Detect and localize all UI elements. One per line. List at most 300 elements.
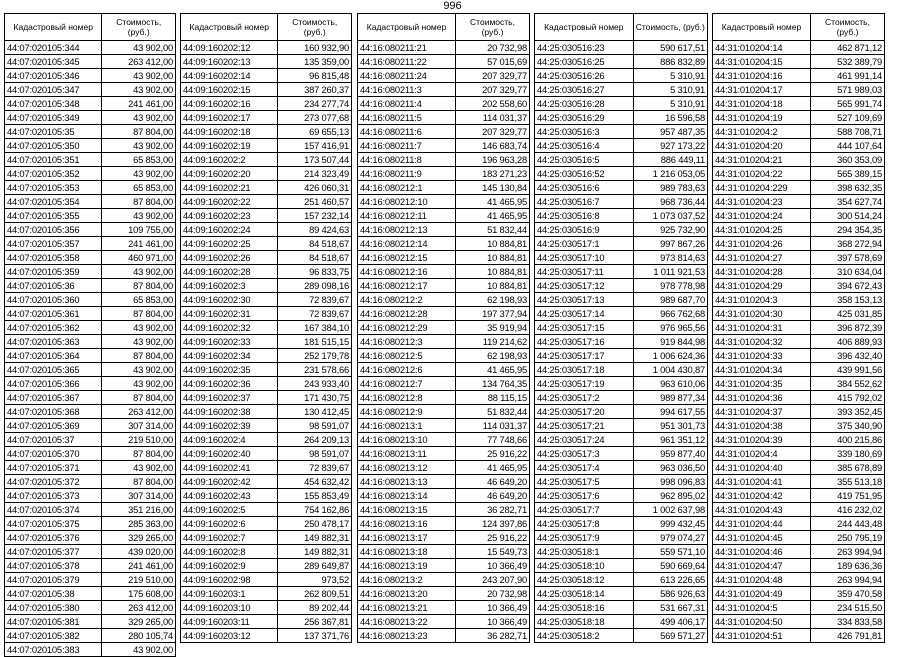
cadastral-number-cell: 44:25:030516:6 (535, 181, 634, 195)
cadastral-number-cell: 44:25:030517:13 (535, 293, 634, 307)
table-row (5, 643, 176, 657)
table-row (358, 587, 530, 601)
cost-cell: 963 036,50 (633, 461, 707, 475)
cost-cell: 207 329,77 (456, 69, 530, 83)
cost-cell: 84 518,67 (278, 237, 352, 251)
cadastral-number-cell: 44:16:080212:11 (358, 209, 456, 223)
cadastral-number-cell: 44:16:080212:9 (358, 405, 456, 419)
cost-cell: 961 351,12 (633, 433, 707, 447)
table-row (358, 349, 530, 363)
table-row (535, 125, 708, 139)
table-row (5, 41, 176, 55)
table-row (5, 153, 176, 167)
cadastral-number-cell: 44:31:010204:38 (713, 419, 811, 433)
cadastral-number-cell: 44:31:010204:45 (713, 531, 811, 545)
cadastral-number-cell: 44:16:080212:28 (358, 307, 456, 321)
cadastral-number-cell: 44:09:160202:42 (181, 475, 278, 489)
cadastral-number-cell: 44:07:020105:344 (5, 41, 102, 55)
cost-cell: 5 310,91 (633, 69, 707, 83)
cost-header: Стоимость, (руб.) (633, 14, 707, 41)
cost-cell: 289 098,16 (278, 279, 352, 293)
cadastral-number-cell: 44:16:080212:1 (358, 181, 456, 195)
cost-cell: 43 902,00 (102, 41, 176, 55)
table-row (181, 601, 352, 615)
cost-cell: 5 310,91 (633, 83, 707, 97)
cost-cell: 565 991,74 (811, 97, 885, 111)
cadastral-number-cell: 44:07:020105:380 (5, 601, 102, 615)
table-row (713, 111, 885, 125)
table-row (713, 363, 885, 377)
cadastral-number-cell: 44:25:030518:2 (535, 629, 634, 643)
table-row (713, 377, 885, 391)
cadastral-number-cell: 44:31:010204:33 (713, 349, 811, 363)
cadastral-number-cell: 44:25:030517:8 (535, 517, 634, 531)
cost-cell: 20 732,98 (456, 587, 530, 601)
cadastral-number-cell: 44:16:080212:15 (358, 251, 456, 265)
cadastral-number-cell: 44:31:010204:48 (713, 573, 811, 587)
table-row (535, 223, 708, 237)
cadastral-number-cell: 44:25:030517:24 (535, 433, 634, 447)
cost-cell: 263 412,00 (102, 601, 176, 615)
table-row (5, 237, 176, 251)
cost-cell: 368 272,94 (811, 237, 885, 251)
cadastral-number-cell: 44:25:030517:20 (535, 405, 634, 419)
table-row (181, 503, 352, 517)
cadastral-number-cell: 44:16:080212:8 (358, 391, 456, 405)
cost-cell: 262 809,51 (278, 587, 352, 601)
cadastral-number-cell: 44:09:160202:98 (181, 573, 278, 587)
cadastral-number-header: Кадастровый номер (5, 14, 102, 41)
table-row (5, 279, 176, 293)
cadastral-number-cell: 44:31:010204:51 (713, 629, 811, 643)
cadastral-number-cell: 44:16:080212:10 (358, 195, 456, 209)
cadastral-number-cell: 44:09:160202:43 (181, 489, 278, 503)
table-row (535, 139, 708, 153)
cadastral-number-cell: 44:09:160202:19 (181, 139, 278, 153)
table-row (535, 55, 708, 69)
table-row (535, 251, 708, 265)
table-row (5, 419, 176, 433)
cost-cell: 461 991,14 (811, 69, 885, 83)
cost-cell: 426 060,31 (278, 181, 352, 195)
table-row (358, 615, 530, 629)
cadastral-number-cell: 44:16:080213:12 (358, 461, 456, 475)
cost-cell: 16 596,58 (633, 111, 707, 125)
cost-header: Стоимость, (руб.) (102, 14, 176, 41)
cost-cell: 145 130,84 (456, 181, 530, 195)
cost-cell: 5 310,91 (633, 97, 707, 111)
cost-cell: 119 214,62 (456, 335, 530, 349)
cadastral-number-cell: 44:07:020105:376 (5, 531, 102, 545)
cadastral-number-cell: 44:09:160203:1 (181, 587, 278, 601)
cost-cell: 886 832,89 (633, 55, 707, 69)
cost-cell: 202 558,60 (456, 97, 530, 111)
cost-cell: 149 882,31 (278, 531, 352, 545)
cadastral-number-cell: 44:09:160202:21 (181, 181, 278, 195)
cadastral-number-cell: 44:07:020105:355 (5, 209, 102, 223)
cadastral-number-cell: 44:09:160202:9 (181, 559, 278, 573)
cadastral-number-cell: 44:16:080213:14 (358, 489, 456, 503)
cost-cell: 527 109,69 (811, 111, 885, 125)
cadastral-number-cell: 44:31:010204:39 (713, 433, 811, 447)
cost-cell: 43 902,00 (102, 321, 176, 335)
table-row (713, 447, 885, 461)
cost-cell: 963 610,06 (633, 377, 707, 391)
cadastral-number-cell: 44:07:020105:363 (5, 335, 102, 349)
cost-cell: 207 329,77 (456, 83, 530, 97)
cadastral-number-cell: 44:25:030516:8 (535, 209, 634, 223)
cost-cell: 241 461,00 (102, 97, 176, 111)
table-row (5, 167, 176, 181)
cost-cell: 251 460,57 (278, 195, 352, 209)
table-row (535, 405, 708, 419)
cadastral-number-cell: 44:31:010204:16 (713, 69, 811, 83)
cost-cell: 149 882,31 (278, 545, 352, 559)
cadastral-number-cell: 44:31:010204:40 (713, 461, 811, 475)
cost-cell: 173 507,44 (278, 153, 352, 167)
table-row (5, 405, 176, 419)
table-row (5, 601, 176, 615)
cost-cell: 41 465,95 (456, 195, 530, 209)
table-row (181, 587, 352, 601)
cost-cell: 1 006 624,36 (633, 349, 707, 363)
table-row (181, 55, 352, 69)
table-row (358, 335, 530, 349)
cadastral-number-cell: 44:31:010204:43 (713, 503, 811, 517)
table-row (5, 69, 176, 83)
table-row (181, 139, 352, 153)
cost-cell: 886 449,11 (633, 153, 707, 167)
table-row (358, 181, 530, 195)
cost-cell: 280 105,74 (102, 629, 176, 643)
table-row (5, 97, 176, 111)
table-row (5, 181, 176, 195)
cadastral-number-cell: 44:09:160202:8 (181, 545, 278, 559)
cadastral-number-cell: 44:16:080212:7 (358, 377, 456, 391)
cadastral-number-cell: 44:07:020105:367 (5, 391, 102, 405)
cadastral-number-cell: 44:31:010204:17 (713, 83, 811, 97)
table-row (358, 223, 530, 237)
table-row (358, 209, 530, 223)
cost-cell: 130 412,45 (278, 405, 352, 419)
cadastral-number-cell: 44:16:080212:29 (358, 321, 456, 335)
cost-cell: 241 461,00 (102, 559, 176, 573)
cost-cell: 181 515,15 (278, 335, 352, 349)
cost-cell: 400 215,86 (811, 433, 885, 447)
table-row (5, 559, 176, 573)
table-row (535, 629, 708, 643)
cost-cell: 300 514,24 (811, 209, 885, 223)
table-row (713, 531, 885, 545)
cost-cell: 385 678,89 (811, 461, 885, 475)
table-row (181, 251, 352, 265)
table-row (358, 125, 530, 139)
cadastral-number-cell: 44:31:010204:50 (713, 615, 811, 629)
table-header-row (358, 14, 530, 41)
cadastral-number-cell: 44:09:160202:32 (181, 321, 278, 335)
table-row (535, 601, 708, 615)
cost-cell: 989 877,34 (633, 391, 707, 405)
cost-cell: 36 282,71 (456, 503, 530, 517)
cadastral-number-cell: 44:09:160202:24 (181, 223, 278, 237)
table-row (535, 433, 708, 447)
cost-cell: 25 916,22 (456, 447, 530, 461)
table-row (358, 237, 530, 251)
cadastral-number-cell: 44:31:010204:35 (713, 377, 811, 391)
cadastral-number-cell: 44:31:010204:22 (713, 167, 811, 181)
cost-cell: 43 902,00 (102, 461, 176, 475)
cadastral-number-cell: 44:07:020105:345 (5, 55, 102, 69)
table-row (181, 405, 352, 419)
table-row (535, 293, 708, 307)
cost-cell: 25 916,22 (456, 531, 530, 545)
cadastral-number-cell: 44:25:030517:6 (535, 489, 634, 503)
table-row (181, 111, 352, 125)
cost-cell: 273 077,68 (278, 111, 352, 125)
table-row (713, 335, 885, 349)
table-row (181, 475, 352, 489)
table-row (713, 349, 885, 363)
table-row (535, 475, 708, 489)
cadastral-number-cell: 44:31:010204:3 (713, 293, 811, 307)
cost-cell: 1 216 053,05 (633, 167, 707, 181)
cost-cell: 77 748,66 (456, 433, 530, 447)
cost-cell: 978 778,98 (633, 279, 707, 293)
cadastral-number-cell: 44:09:160202:36 (181, 377, 278, 391)
table-row (535, 391, 708, 405)
table-row (181, 545, 352, 559)
cost-table-2 (180, 13, 352, 643)
table-row (5, 349, 176, 363)
table-row (181, 97, 352, 111)
cost-cell: 384 552,62 (811, 377, 885, 391)
cadastral-number-cell: 44:16:080211:5 (358, 111, 456, 125)
cost-cell: 307 314,00 (102, 489, 176, 503)
cadastral-number-cell: 44:31:010204:46 (713, 545, 811, 559)
table-row (535, 349, 708, 363)
table-row (181, 153, 352, 167)
cadastral-number-header: Кадастровый номер (535, 14, 634, 41)
table-row (535, 69, 708, 83)
cost-cell: 973 814,63 (633, 251, 707, 265)
cost-cell: 207 329,77 (456, 125, 530, 139)
cost-cell: 565 389,15 (811, 167, 885, 181)
cost-cell: 87 804,00 (102, 307, 176, 321)
table-row (181, 307, 352, 321)
cadastral-number-cell: 44:31:010204:21 (713, 153, 811, 167)
table-row (358, 307, 530, 321)
cost-cell: 157 232,14 (278, 209, 352, 223)
cost-cell: 10 884,81 (456, 279, 530, 293)
cost-cell: 444 107,64 (811, 139, 885, 153)
cost-cell: 89 202,44 (278, 601, 352, 615)
cadastral-number-cell: 44:16:080211:22 (358, 55, 456, 69)
cadastral-number-cell: 44:25:030517:15 (535, 321, 634, 335)
cadastral-number-cell: 44:31:010204:4 (713, 447, 811, 461)
table-row (5, 461, 176, 475)
cadastral-number-cell: 44:31:010204:28 (713, 265, 811, 279)
cost-cell: 41 465,95 (456, 209, 530, 223)
cost-cell: 586 926,63 (633, 587, 707, 601)
cost-cell: 559 571,10 (633, 545, 707, 559)
cadastral-number-cell: 44:16:080213:17 (358, 531, 456, 545)
cost-cell: 196 963,28 (456, 153, 530, 167)
table-row (535, 307, 708, 321)
cadastral-number-cell: 44:09:160202:12 (181, 41, 278, 55)
cost-cell: 334 833,58 (811, 615, 885, 629)
cadastral-number-cell: 44:07:020105:346 (5, 69, 102, 83)
table-row (181, 279, 352, 293)
cadastral-number-cell: 44:16:080212:17 (358, 279, 456, 293)
cost-cell: 329 265,00 (102, 531, 176, 545)
cadastral-number-cell: 44:25:030518:16 (535, 601, 634, 615)
cost-cell: 15 549,73 (456, 545, 530, 559)
table-header-row (181, 14, 352, 41)
cost-cell: 397 578,69 (811, 251, 885, 265)
cost-cell: 263 412,00 (102, 55, 176, 69)
cost-cell: 10 884,81 (456, 237, 530, 251)
cadastral-number-cell: 44:31:010204:19 (713, 111, 811, 125)
cost-cell: 531 667,31 (633, 601, 707, 615)
table-row (535, 503, 708, 517)
table-row (713, 41, 885, 55)
table-row (713, 125, 885, 139)
cadastral-number-cell: 44:16:080213:20 (358, 587, 456, 601)
cadastral-number-cell: 44:07:020105:366 (5, 377, 102, 391)
table-row (535, 153, 708, 167)
cost-cell: 46 649,20 (456, 475, 530, 489)
cost-table-3 (357, 13, 530, 643)
cadastral-number-cell: 44:09:160202:5 (181, 503, 278, 517)
cost-cell: 72 839,67 (278, 461, 352, 475)
cadastral-number-cell: 44:25:030517:18 (535, 363, 634, 377)
cost-cell: 394 672,43 (811, 279, 885, 293)
cadastral-number-cell: 44:07:020105:365 (5, 363, 102, 377)
cost-cell: 72 839,67 (278, 307, 352, 321)
cost-cell: 10 366,49 (456, 559, 530, 573)
cadastral-number-cell: 44:31:010204:14 (713, 41, 811, 55)
cadastral-number-cell: 44:16:080213:1 (358, 419, 456, 433)
cost-cell: 146 683,74 (456, 139, 530, 153)
cost-cell: 439 020,00 (102, 545, 176, 559)
table-row (713, 55, 885, 69)
cost-cell: 84 518,67 (278, 251, 352, 265)
cadastral-number-cell: 44:09:160202:6 (181, 517, 278, 531)
cost-cell: 175 608,00 (102, 587, 176, 601)
table-row (358, 321, 530, 335)
table-row (358, 265, 530, 279)
cadastral-number-cell: 44:31:010204:2 (713, 125, 811, 139)
cost-cell: 339 180,69 (811, 447, 885, 461)
cost-cell: 250 795,19 (811, 531, 885, 545)
cadastral-number-cell: 44:16:080213:19 (358, 559, 456, 573)
cadastral-number-cell: 44:07:020105:348 (5, 97, 102, 111)
page-number: 996 (443, 0, 462, 12)
cadastral-number-cell: 44:09:160202:20 (181, 167, 278, 181)
cadastral-number-cell: 44:25:030516:7 (535, 195, 634, 209)
cadastral-number-cell: 44:25:030517:7 (535, 503, 634, 517)
table-row (713, 587, 885, 601)
cadastral-number-cell: 44:31:010204:26 (713, 237, 811, 251)
cost-cell: 256 367,81 (278, 615, 352, 629)
cost-cell: 244 443,48 (811, 517, 885, 531)
table-row (713, 293, 885, 307)
cost-table-5 (712, 13, 885, 643)
cadastral-number-cell: 44:31:010204:229 (713, 181, 811, 195)
table-row (5, 503, 176, 517)
cost-cell: 999 432,45 (633, 517, 707, 531)
table-row (535, 321, 708, 335)
cadastral-number-cell: 44:07:020105:350 (5, 139, 102, 153)
cadastral-number-cell: 44:31:010204:49 (713, 587, 811, 601)
table-row (181, 489, 352, 503)
cadastral-number-cell: 44:09:160202:38 (181, 405, 278, 419)
cadastral-number-cell: 44:07:020105:373 (5, 489, 102, 503)
table-row (5, 139, 176, 153)
cadastral-number-cell: 44:09:160202:16 (181, 97, 278, 111)
cost-cell: 569 571,27 (633, 629, 707, 643)
table-row (713, 153, 885, 167)
cost-cell: 979 074,27 (633, 531, 707, 545)
cost-cell: 358 153,13 (811, 293, 885, 307)
table-row (181, 237, 352, 251)
table-row (535, 377, 708, 391)
table-row (5, 293, 176, 307)
cadastral-number-cell: 44:25:030517:1 (535, 237, 634, 251)
table-row (5, 475, 176, 489)
cadastral-number-cell: 44:25:030517:21 (535, 419, 634, 433)
cadastral-number-cell: 44:09:160203:12 (181, 629, 278, 643)
table-row (535, 97, 708, 111)
cost-table-4 (534, 13, 708, 643)
table-row (713, 209, 885, 223)
cadastral-number-cell: 44:07:020105:354 (5, 195, 102, 209)
table-row (358, 153, 530, 167)
cost-cell: 927 173,22 (633, 139, 707, 153)
cost-cell: 959 877,40 (633, 447, 707, 461)
cadastral-number-cell: 44:07:020105:347 (5, 83, 102, 97)
cadastral-number-cell: 44:07:020105:358 (5, 251, 102, 265)
table-row (713, 167, 885, 181)
cost-cell: 87 804,00 (102, 447, 176, 461)
cost-cell: 590 617,51 (633, 41, 707, 55)
table-row (5, 615, 176, 629)
cost-cell: 243 933,40 (278, 377, 352, 391)
table-row (535, 83, 708, 97)
cadastral-number-cell: 44:25:030517:12 (535, 279, 634, 293)
cost-cell: 51 832,44 (456, 405, 530, 419)
cost-cell: 160 932,90 (278, 41, 352, 55)
cadastral-number-cell: 44:31:010204:47 (713, 559, 811, 573)
table-row (713, 629, 885, 643)
table-row (181, 83, 352, 97)
cadastral-number-cell: 44:07:020105:38 (5, 587, 102, 601)
table-row (5, 433, 176, 447)
table-row (358, 83, 530, 97)
table-row (181, 461, 352, 475)
cadastral-number-cell: 44:09:160203:11 (181, 615, 278, 629)
cadastral-number-cell: 44:09:160202:23 (181, 209, 278, 223)
cost-cell: 460 971,00 (102, 251, 176, 265)
table-row (713, 419, 885, 433)
table-row (181, 419, 352, 433)
cadastral-number-cell: 44:09:160202:31 (181, 307, 278, 321)
cost-cell: 43 902,00 (102, 167, 176, 181)
cost-cell: 375 340,90 (811, 419, 885, 433)
table-row (358, 489, 530, 503)
cadastral-number-cell: 44:07:020105:364 (5, 349, 102, 363)
cost-cell: 998 096,83 (633, 475, 707, 489)
